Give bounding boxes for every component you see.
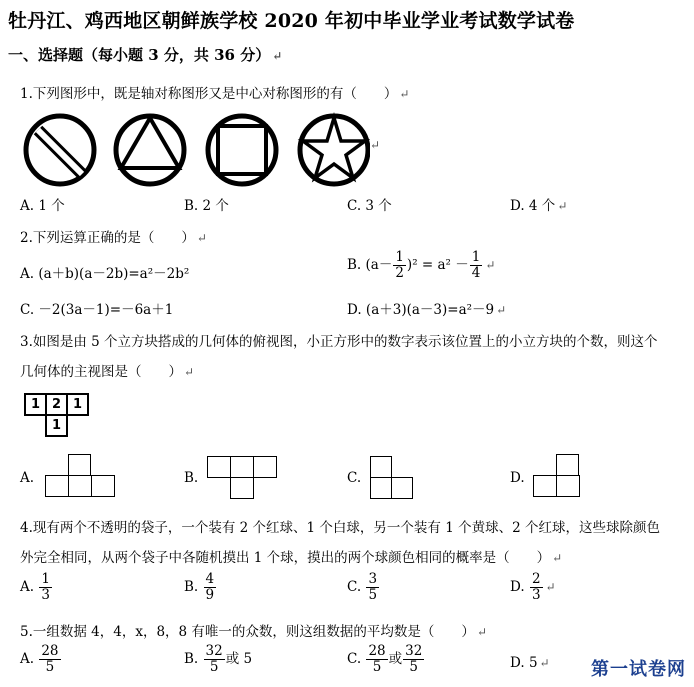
question-3-line-2: 几何体的主视图是（ ） ↵ <box>20 364 195 380</box>
q2-option-a: A. (a＋b)(a－2b)=a²－2b² <box>20 266 190 282</box>
q5-option-d: D. 5 ↵ <box>510 655 550 671</box>
circle-star-figure <box>300 116 368 184</box>
top-view-grid <box>24 393 89 437</box>
grid-cell: 2 <box>46 394 67 415</box>
grid-cell: 1 <box>46 415 67 436</box>
q1-option-d: D. 4 个 ↵ <box>510 198 568 214</box>
q2-option-d: D. (a＋3)(a－3)=a²－9 ↵ <box>347 302 507 318</box>
grid-cell: 1 <box>67 394 88 415</box>
q3-label-a: A. <box>20 470 35 486</box>
q1-option-b: B. 2 个 <box>184 198 229 214</box>
q1-option-a: A. 1 个 <box>20 198 65 214</box>
circle-square-figure <box>208 116 276 184</box>
question-5-text: 5.一组数据 4，4，x，8，8 有唯一的众数，则这组数据的平均数是（ ） ↵ <box>20 624 487 640</box>
question-1-text: 1.下列图形中，既是轴对称图形又是中心对称图形的有（ ） ↵ <box>20 86 410 102</box>
question-3-line-1: 3.如图是由 5 个立方块搭成的几何体的俯视图，小正方形中的数字表示该位置上的小立方块的个数，则这个 <box>20 334 658 350</box>
question-1-figures <box>20 110 370 190</box>
q4-option-a: A. $\frac{1}{3}$ <box>20 571 50 603</box>
grid-cell: 1 <box>25 394 46 415</box>
question-4-line-2: 外完全相同，从两个袋子中各随机摸出 1 个球，摸出的两个球颜色相同的概率是（ ） ↵ <box>20 550 563 566</box>
section-heading: 一、选择题（每小题 3 分，共 36 分） ↵ <box>8 46 283 64</box>
q2-option-c: C. －2(3a－1)=－6a＋1 <box>20 302 174 318</box>
return-mark: ↵ <box>370 138 381 152</box>
question-2-text: 2.下列运算正确的是（ ） ↵ <box>20 230 207 246</box>
q3-label-b: B. <box>184 470 199 486</box>
q4-option-c: C. $\frac{3}{5}$ <box>347 571 378 603</box>
exam-title: 牡丹江、鸡西地区朝鲜族学校 2020 年初中毕业学业考试数学试卷 <box>8 10 575 32</box>
q4-option-d: D. $\frac{2}{3}$ ↵ <box>510 571 556 603</box>
circle-slash-figure <box>26 116 94 184</box>
q3-label-c: C. <box>347 470 362 486</box>
circle-triangle-figure <box>116 116 184 184</box>
question-4-line-1: 4.现有两个不透明的袋子，一个装有 2 个红球、1 个白球，另一个装有 1 个黄球、2 个红球，这些球除颜色 <box>20 520 660 536</box>
q5-option-a: A. $\frac{28}{5}$ <box>20 643 59 675</box>
q2-option-b: B. (a－ $\frac{1}{2}$ )² = a² － $\frac{1}{4}$ ↵ <box>347 249 496 281</box>
q3-label-d: D. <box>510 470 525 486</box>
q4-option-b: B. $\frac{4}{9}$ <box>184 571 215 603</box>
q5-option-b: B. $\frac{32}{5}$ 或 5 <box>184 643 253 675</box>
q1-option-c: C. 3 个 <box>347 198 392 214</box>
q5-option-c: C. $\frac{28}{5}$ 或 $\frac{32}{5}$ <box>347 643 423 675</box>
site-watermark: 第一试卷网 <box>591 659 686 680</box>
